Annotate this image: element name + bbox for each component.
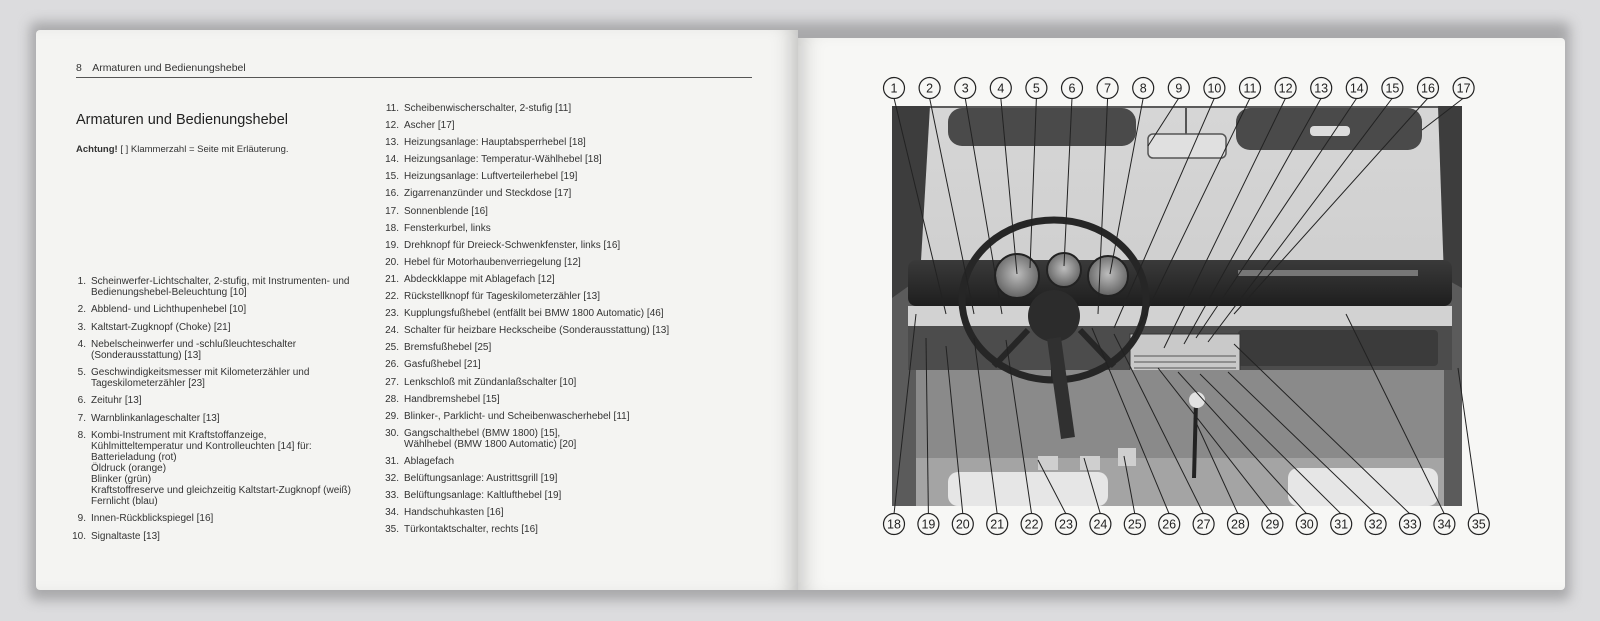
callout-19 bbox=[918, 514, 939, 535]
legend-item bbox=[381, 206, 741, 217]
legend-item bbox=[381, 456, 741, 467]
legend-item bbox=[70, 395, 390, 406]
legend-item-text: Gasfußhebel [21] bbox=[404, 359, 481, 371]
dashboard-photo bbox=[892, 106, 1462, 506]
svg-text:2: 2 bbox=[926, 81, 934, 96]
legend-item-text: Zeituhr [13] bbox=[91, 395, 142, 407]
legend-item-text: Bremsfußhebel [25] bbox=[404, 342, 492, 354]
callout-26 bbox=[1159, 514, 1180, 535]
legend-item-text: Belüftungsanlage: Kaltlufthebel [19] bbox=[404, 490, 562, 502]
legend-item-text: Rückstellknopf für Tageskilometerzähler [13] bbox=[404, 291, 601, 303]
legend-item bbox=[381, 325, 741, 336]
legend-item-number: 18. bbox=[385, 222, 399, 234]
svg-text:12: 12 bbox=[1278, 81, 1293, 96]
svg-text:1: 1 bbox=[890, 81, 898, 96]
left-page bbox=[36, 30, 798, 590]
callout-25 bbox=[1124, 514, 1145, 535]
legend-item-number: 14. bbox=[385, 154, 399, 166]
legend-item-text: Kühlmitteltemperatur und Kontrolleuchten [14] für: bbox=[91, 441, 312, 453]
legend-item bbox=[381, 473, 741, 484]
note bbox=[76, 144, 289, 155]
legend-item bbox=[70, 322, 390, 333]
legend-item-text: Kraftstoffreserve und gleichzeitig Kaltstart-Zugknopf (weiß) bbox=[91, 485, 351, 497]
legend-item bbox=[381, 428, 741, 450]
legend-item-text: Blinker (grün) bbox=[91, 474, 152, 486]
svg-text:14: 14 bbox=[1349, 81, 1364, 96]
legend-item-number: 8. bbox=[77, 430, 86, 442]
legend-item bbox=[381, 524, 741, 535]
legend-item-text: Abblend- und Lichthupenhebel [10] bbox=[91, 304, 247, 316]
callout-3 bbox=[955, 78, 976, 99]
legend-item-number: 13. bbox=[385, 137, 399, 149]
callout-34 bbox=[1434, 514, 1455, 535]
legend-item-text: Ascher [17] bbox=[404, 120, 455, 132]
svg-text:9: 9 bbox=[1175, 81, 1183, 96]
legend-item-number: 12. bbox=[385, 120, 399, 132]
legend-item bbox=[70, 531, 390, 542]
legend-item bbox=[381, 291, 741, 302]
legend-item-text: Schalter für heizbare Heckscheibe (Sonderausstattung) [13] bbox=[404, 325, 670, 337]
section-title: Armaturen und Bedienungshebel bbox=[76, 112, 289, 128]
legend-item-text: Gangschalthebel (BMW 1800) [15], bbox=[404, 427, 561, 439]
legend-item-number: 22. bbox=[385, 291, 399, 303]
legend-item-text: Ablagefach bbox=[404, 455, 455, 467]
svg-text:20: 20 bbox=[955, 517, 970, 532]
callout-29 bbox=[1262, 514, 1283, 535]
svg-text:7: 7 bbox=[1104, 81, 1112, 96]
legend-item bbox=[381, 490, 741, 501]
callout-12 bbox=[1275, 78, 1296, 99]
callout-6 bbox=[1062, 78, 1083, 99]
legend-item-number: 9. bbox=[77, 513, 86, 525]
callout-15 bbox=[1382, 78, 1403, 99]
callout-13 bbox=[1311, 78, 1332, 99]
callout-9 bbox=[1168, 78, 1189, 99]
legend-item-text: Warnblinkanlageschalter [13] bbox=[91, 412, 220, 424]
legend-item-text: Drehknopf für Dreieck-Schwenkfenster, links [16] bbox=[404, 239, 621, 251]
legend-item bbox=[70, 276, 390, 298]
svg-text:18: 18 bbox=[887, 517, 901, 532]
legend-item-number: 28. bbox=[385, 393, 399, 405]
callout-28 bbox=[1228, 514, 1249, 535]
svg-text:26: 26 bbox=[1162, 517, 1177, 532]
svg-text:4: 4 bbox=[997, 81, 1005, 96]
note-label: Achtung! bbox=[76, 144, 118, 155]
legend-item-number: 24. bbox=[385, 325, 399, 337]
legend-item-number: 19. bbox=[385, 239, 399, 251]
legend-item-number: 34. bbox=[385, 507, 399, 519]
svg-text:31: 31 bbox=[1334, 517, 1349, 532]
legend-item-text: Heizungsanlage: Temperatur-Wählhebel [18] bbox=[404, 154, 602, 166]
legend-item bbox=[381, 154, 741, 165]
legend-item-text: Nebelscheinwerfer und -schlußleuchteschalter bbox=[91, 338, 297, 350]
legend-item bbox=[381, 188, 741, 199]
note-text: [ ] Klammerzahl = Seite mit Erläuterung. bbox=[120, 144, 289, 155]
legend-item-number: 23. bbox=[385, 308, 399, 320]
svg-text:35: 35 bbox=[1471, 517, 1486, 532]
svg-text:16: 16 bbox=[1421, 81, 1435, 96]
legend-item bbox=[70, 413, 390, 424]
legend-item-text: Handschuhkasten [16] bbox=[404, 507, 504, 519]
callout-31 bbox=[1331, 514, 1352, 535]
callout-20 bbox=[952, 514, 973, 535]
callout-32 bbox=[1365, 514, 1386, 535]
legend-item-text: Abdeckklappe mit Ablagefach [12] bbox=[404, 273, 555, 285]
legend-item bbox=[381, 342, 741, 353]
legend-item bbox=[381, 507, 741, 518]
running-head bbox=[76, 62, 752, 78]
callout-2 bbox=[919, 78, 940, 99]
legend-item bbox=[70, 513, 390, 524]
svg-text:30: 30 bbox=[1299, 517, 1314, 532]
svg-text:34: 34 bbox=[1437, 517, 1452, 532]
callouts-top bbox=[884, 78, 1475, 99]
legend-item bbox=[381, 308, 741, 319]
legend-item bbox=[70, 339, 390, 361]
legend-item-number: 6. bbox=[77, 395, 86, 407]
legend-item-text: (Sonderausstattung) [13] bbox=[91, 349, 202, 361]
callout-17 bbox=[1453, 78, 1474, 99]
legend-item-text: Lenkschloß mit Zündanlaßschalter [10] bbox=[404, 376, 577, 388]
svg-text:24: 24 bbox=[1093, 517, 1108, 532]
legend-item bbox=[381, 137, 741, 148]
callout-11 bbox=[1240, 78, 1261, 99]
callout-22 bbox=[1021, 514, 1042, 535]
dashboard-figure bbox=[798, 38, 1565, 590]
legend-item-number: 11. bbox=[385, 103, 399, 114]
callout-5 bbox=[1026, 78, 1047, 99]
svg-text:25: 25 bbox=[1127, 517, 1142, 532]
svg-text:21: 21 bbox=[990, 517, 1005, 532]
svg-text:11: 11 bbox=[1243, 81, 1257, 96]
legend-column-b bbox=[381, 103, 741, 541]
legend-item-number: 27. bbox=[385, 376, 399, 388]
svg-text:23: 23 bbox=[1059, 517, 1073, 532]
legend-item-number: 15. bbox=[385, 171, 399, 183]
legend-item-number: 31. bbox=[385, 455, 399, 467]
page-number: 8 bbox=[76, 62, 82, 74]
legend-item-text: Kombi-Instrument mit Kraftstoffanzeige, bbox=[91, 430, 267, 442]
callout-16 bbox=[1418, 78, 1439, 99]
callout-8 bbox=[1133, 78, 1154, 99]
callouts-bottom bbox=[884, 514, 1490, 535]
legend-item bbox=[381, 171, 741, 182]
legend-item-number: 2. bbox=[77, 304, 86, 316]
svg-text:29: 29 bbox=[1265, 517, 1280, 532]
legend-item-number: 35. bbox=[385, 524, 399, 536]
svg-text:13: 13 bbox=[1314, 81, 1329, 96]
callout-7 bbox=[1097, 78, 1118, 99]
legend-item-text: Wählhebel (BMW 1800 Automatic) [20] bbox=[404, 438, 577, 450]
legend-item-number: 4. bbox=[77, 338, 86, 350]
callout-4 bbox=[990, 78, 1011, 99]
callout-18 bbox=[884, 514, 905, 535]
legend-item-text: Belüftungsanlage: Austrittsgrill [19] bbox=[404, 472, 558, 484]
right-page bbox=[798, 38, 1565, 590]
legend-item-text: Heizungsanlage: Hauptabsperrhebel [18] bbox=[404, 137, 586, 149]
callout-27 bbox=[1193, 514, 1214, 535]
running-head-title: Armaturen und Bedienungshebel bbox=[92, 62, 246, 74]
callout-14 bbox=[1346, 78, 1367, 99]
legend-item-number: 7. bbox=[77, 412, 86, 424]
legend-item bbox=[381, 394, 741, 405]
callout-24 bbox=[1090, 514, 1111, 535]
legend-item-text: Kupplungsfußhebel (entfällt bei BMW 1800 Automatic) [46] bbox=[404, 308, 664, 320]
legend-item-text: Tageskilometerzähler [23] bbox=[91, 378, 205, 390]
legend-item-text: Fernlicht (blau) bbox=[91, 496, 158, 508]
legend-item-number: 33. bbox=[385, 490, 399, 502]
legend-item bbox=[381, 257, 741, 268]
svg-text:3: 3 bbox=[961, 81, 969, 96]
legend-item bbox=[381, 240, 741, 251]
legend-item-number: 26. bbox=[385, 359, 399, 371]
legend-item-text: Bedienungshebel-Beleuchtung [10] bbox=[91, 287, 247, 298]
legend-item bbox=[381, 120, 741, 131]
legend-item-text: Scheibenwischerschalter, 2-stufig [11] bbox=[404, 103, 572, 114]
callout-30 bbox=[1296, 514, 1317, 535]
callout-35 bbox=[1468, 514, 1489, 535]
callout-10 bbox=[1204, 78, 1225, 99]
legend-item-number: 17. bbox=[385, 205, 399, 217]
legend-item-number: 16. bbox=[385, 188, 399, 200]
svg-text:15: 15 bbox=[1385, 81, 1400, 96]
legend-item bbox=[381, 274, 741, 285]
svg-text:32: 32 bbox=[1368, 517, 1383, 532]
legend-item bbox=[381, 103, 741, 114]
legend-item-text: Scheinwerfer-Lichtschalter, 2-stufig, mit Instrumenten- und bbox=[91, 276, 350, 287]
callout-23 bbox=[1056, 514, 1077, 535]
legend-item bbox=[70, 430, 390, 507]
legend-item-text: Sonnenblende [16] bbox=[404, 205, 488, 217]
legend-item bbox=[381, 377, 741, 388]
svg-text:33: 33 bbox=[1403, 517, 1417, 532]
legend-item-text: Fensterkurbel, links bbox=[404, 222, 491, 234]
legend-item-text: Geschwindigkeitsmesser mit Kilometerzähler und bbox=[91, 367, 310, 379]
svg-text:19: 19 bbox=[921, 517, 936, 532]
legend-item-text: Signaltaste [13] bbox=[91, 530, 160, 542]
legend-item-text: Hebel für Motorhaubenverriegelung [12] bbox=[404, 256, 581, 268]
legend-item-text: Öldruck (orange) bbox=[91, 463, 167, 475]
legend-item-number: 20. bbox=[385, 256, 399, 268]
legend-item-text: Zigarrenanzünder und Steckdose [17] bbox=[404, 188, 572, 200]
svg-text:28: 28 bbox=[1231, 517, 1245, 532]
legend-item-number: 3. bbox=[77, 321, 86, 333]
legend-item bbox=[381, 411, 741, 422]
legend-item-number: 32. bbox=[385, 472, 399, 484]
svg-text:22: 22 bbox=[1024, 517, 1039, 532]
legend-item-number: 30. bbox=[385, 427, 399, 439]
legend-item-text: Türkontaktschalter, rechts [16] bbox=[404, 524, 538, 536]
legend-item-text: Batterieladung (rot) bbox=[91, 452, 177, 464]
svg-text:5: 5 bbox=[1032, 81, 1040, 96]
legend-item bbox=[70, 304, 390, 315]
svg-text:27: 27 bbox=[1196, 517, 1211, 532]
legend-item bbox=[70, 367, 390, 389]
legend-item bbox=[381, 359, 741, 370]
legend-column-a bbox=[70, 276, 390, 548]
legend-item-text: Heizungsanlage: Luftverteilerhebel [19] bbox=[404, 171, 578, 183]
callout-21 bbox=[987, 514, 1008, 535]
legend-item-number: 21. bbox=[385, 273, 399, 285]
legend-item bbox=[381, 223, 741, 234]
svg-text:8: 8 bbox=[1139, 81, 1147, 96]
svg-text:10: 10 bbox=[1207, 81, 1222, 96]
svg-text:17: 17 bbox=[1456, 81, 1471, 96]
callout-1 bbox=[884, 78, 905, 99]
legend-item-text: Kaltstart-Zugknopf (Choke) [21] bbox=[91, 321, 231, 333]
legend-item-text: Innen-Rückblickspiegel [16] bbox=[91, 513, 214, 525]
legend-item-number: 25. bbox=[385, 342, 399, 354]
legend-item-number: 29. bbox=[385, 410, 399, 422]
legend-item-number: 1. bbox=[77, 276, 86, 287]
legend-item-number: 10. bbox=[72, 530, 86, 542]
legend-item-number: 5. bbox=[77, 367, 86, 379]
svg-text:6: 6 bbox=[1068, 81, 1076, 96]
legend-item-text: Blinker-, Parklicht- und Scheibenwascherhebel [11] bbox=[404, 410, 630, 422]
legend-item-text: Handbremshebel [15] bbox=[404, 393, 500, 405]
callout-33 bbox=[1400, 514, 1421, 535]
